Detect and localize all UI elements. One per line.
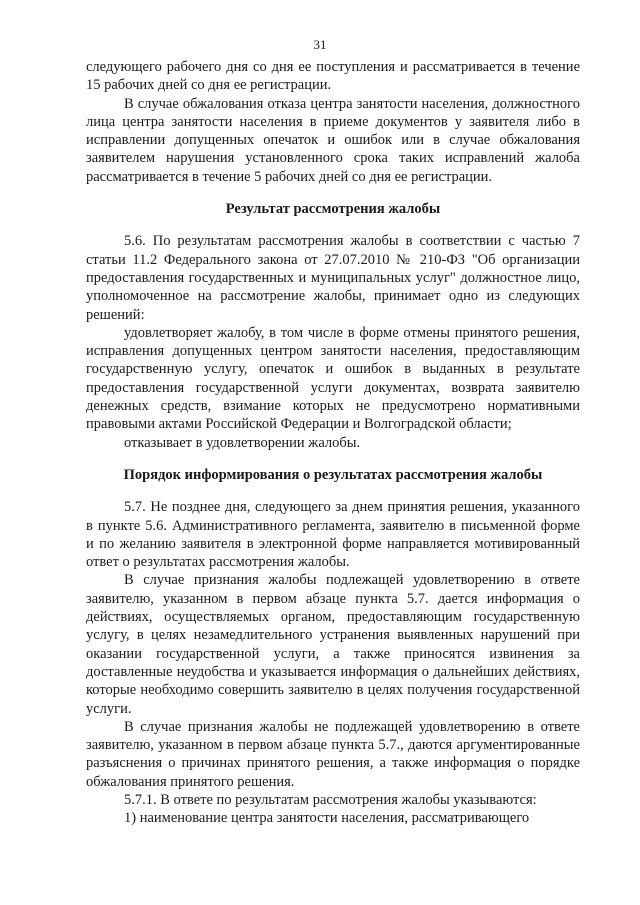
paragraph-5-7: 5.7. Не позднее дня, следующего за днем принятия решения, указанного в пункте 5.6. Административного регламента, заявителю в письменной форме и по желанию заявителя в электронной форме направляется мотивированный ответ о результатах рассмотрения жалобы.: [86, 499, 580, 571]
section-heading-informing: Порядок информирования о результатах рассмотрения жалобы: [123, 466, 543, 483]
paragraph-5-7-1: 5.7.1. В ответе по результатам рассмотрения жалобы указываются:: [124, 791, 537, 808]
paragraph-5-6: 5.6. По результатам рассмотрения жалобы в соответствии с частью 7 статьи 11.2 Федерального закона от 27.07.2010 № 210-ФЗ "Об организации предоставления государственных и муниципальных услуг" должностное лицо, уполномоченное на рассмотрение жалобы, принимает одно из следующих решений:: [86, 233, 580, 323]
paragraph-recognized-valid: В случае признания жалобы подлежащей удовлетворению в ответе заявителю, указанном в первом абзаце пункта 5.7. дается информация о действиях, осуществляемых органом, предоставляющим государственную услугу, в целях незамедлительного устранения выявленных нарушений при оказании государственной услуги, а также приносятся извинения за доставленные неудобства и указывается информация о дальнейших действиях, которые необходимо совершить заявителю в целях получения государственной услуги.: [86, 572, 580, 717]
document-body: [86, 58, 580, 828]
paragraph-continuation: следующего рабочего дня со дня ее поступления и рассматривается в течение 15 рабочих дней со дня ее регистрации.: [86, 59, 580, 94]
section-heading-result: Результат рассмотрения жалобы: [225, 201, 441, 218]
paragraph-recognized-invalid: В случае признания жалобы не подлежащей удовлетворению в ответе заявителю, указанном в первом абзаце пункта 5.7., даются аргументированные разъяснения о причинах принятого решения, а также информация о порядке обжалования принятого решения.: [86, 718, 580, 790]
paragraph-refuse-complaint: отказывает в удовлетворении жалобы.: [124, 434, 361, 451]
paragraph-satisfy-complaint: удовлетворяет жалобу, в том числе в форме отмены принятого решения, исправления допущенных центром занятости населения, предоставляющим государственную услугу, опечаток и ошибок в выданных в результате предоставления государственной услуги документах, возврата заявителю денежных средств, взимание которых не предусмотрено нормативными правовыми актами Российской Федерации и Волгоградской области;: [86, 324, 580, 433]
page-number: 31: [313, 37, 327, 52]
paragraph-appeal-refusal: В случае обжалования отказа центра занятости населения, должностного лица центра занятости населения в приеме документов у заявителя либо в исправлении допущенных опечаток и ошибок или в случае обжалования заявителем нарушения установленного срока таких исправлений жалоба рассматривается в течение 5 рабочих дней со дня ее регистрации.: [86, 95, 580, 185]
list-item-1: 1) наименование центра занятости населения, рассматривающего: [124, 810, 530, 827]
